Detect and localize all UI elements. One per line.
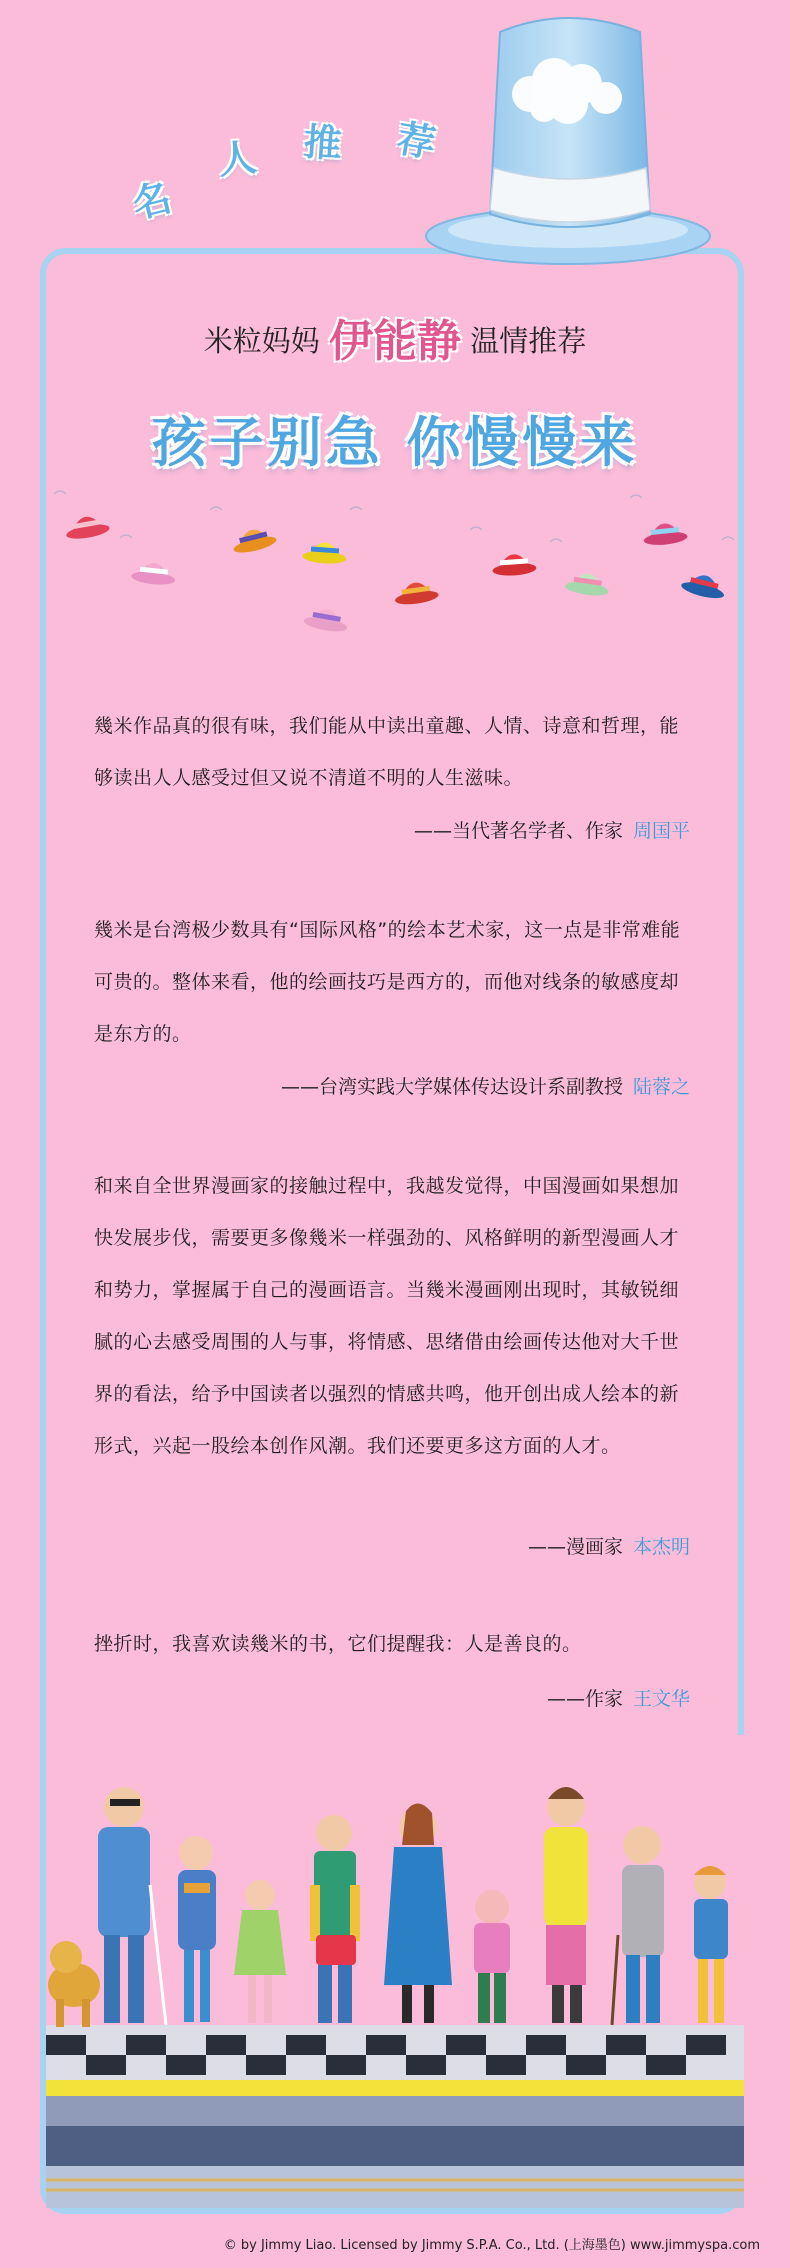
quote-role-2: ——台湾实践大学媒体传达设计系副教授 xyxy=(280,1076,623,1098)
people-crowd-illustration xyxy=(46,1735,744,2208)
quote-text-4: 挫折时，我喜欢读幾米的书，它们提醒我：人是善良的。 xyxy=(94,1633,582,1655)
quote-text-1: 幾米作品真的很有味，我们能从中读出童趣、人情、诗意和哲理，能够读出人人感受过但又说不清道不明的人生滋味。 xyxy=(94,715,680,789)
copyright-footer: © by Jimmy Liao. Licensed by Jimmy S.P.A. Co., Ltd. (上海墨色) www.jimmyspa.com xyxy=(223,2238,760,2253)
quote-text-3: 和来自全世界漫画家的接触过程中，我越发觉得，中国漫画如果想加快发展步伐，需要更多像幾米一样强劲的、风格鲜明的新型漫画人才和势力，掌握属于自己的漫画语言。当幾米漫画刚出现时，其敏锐细腻的心去感受周围的人与事，将情感、思绪借由绘画传达他对大千世界的看法，给予中国读者以强烈的情感共鸣，他开创出成人绘本的新形式，兴起一股绘本创作风潮。我们还要更多这方面的人才。 xyxy=(94,1175,680,1457)
quote-signature-2 xyxy=(281,1072,690,1099)
top-hat-illustration xyxy=(418,4,718,284)
quote-author-2: 陆蓉之 xyxy=(632,1076,690,1098)
quote-author-1: 周国平 xyxy=(632,820,690,842)
quote-signature-3 xyxy=(528,1532,690,1559)
quote-author-4: 王文华 xyxy=(632,1688,690,1710)
quote-signature-1 xyxy=(414,816,690,843)
quote-role-4: ——作家 xyxy=(546,1688,623,1710)
quote-role-1: ——当代著名学者、作家 xyxy=(413,820,623,842)
quote-signature-4 xyxy=(547,1684,690,1711)
quote-text-2: 幾米是台湾极少数具有“国际风格”的绘本艺术家，这一点是非常难能可贵的。整体来看，他的绘画技巧是西方的，而他对线条的敏感度却是东方的。 xyxy=(94,919,681,1045)
floating-hats-illustration xyxy=(50,480,740,640)
book-title: 孩子别急 你慢慢来 xyxy=(151,411,639,474)
quote-role-3: ——漫画家 xyxy=(527,1536,623,1558)
heading-char-1: 名 xyxy=(128,174,176,227)
subtitle-prefix: 米粒妈妈 xyxy=(203,324,320,358)
recommendation-subtitle xyxy=(0,305,790,369)
subtitle-suffix: 温情推荐 xyxy=(470,324,587,358)
heading-char-3: 推 xyxy=(302,119,344,167)
heading-char-2: 人 xyxy=(216,135,259,183)
recommender-name: 伊能静 xyxy=(329,316,461,367)
quote-author-3: 本杰明 xyxy=(632,1536,690,1558)
heading-char-4: 荐 xyxy=(393,115,439,166)
